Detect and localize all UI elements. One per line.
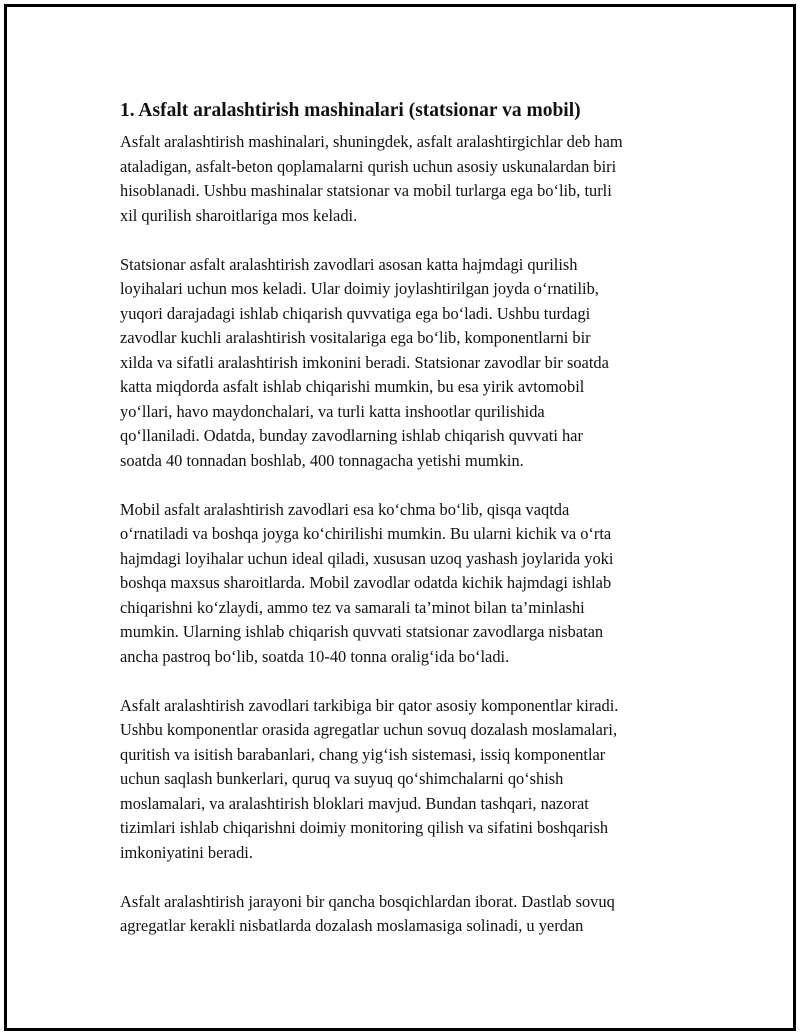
text-line: mumkin. Ularning ishlab chiqarish quvvati statsionar zavodlarga nisbatan [120, 622, 604, 641]
page-content [120, 97, 700, 963]
paragraph [120, 694, 700, 866]
text-line: quritish va isitish barabanlari, chang yig‘ish sistemasi, issiq komponentlar [120, 744, 606, 764]
paragraph-container [120, 130, 700, 939]
text-line: Mobil asfalt aralashtirish zavodlari esa ko‘chma bo‘lib, qisqa vaqtda [120, 499, 570, 519]
text-line: boshqa maxsus sharoitlarda. Mobil zavodlar odatda kichik hajmdagi ishlab [120, 573, 612, 592]
text-line: hisoblanadi. Ushbu mashinalar statsionar va mobil turlarga ega bo‘lib, turli [120, 181, 612, 200]
section-heading: 1. Asfalt aralashtirish mashinalari (statsionar va mobil) [120, 100, 581, 121]
text-line: Asfalt aralashtirish mashinalari, shuningdek, asfalt aralashtirgichlar deb ham [120, 132, 623, 151]
text-line: xilda va sifatli aralashtirish imkonini beradi. Statsionar zavodlar bir soatda [120, 352, 609, 372]
text-line: Asfalt aralashtirish jarayoni bir qancha bosqichlardan iborat. Dastlab sovuq [120, 891, 615, 911]
text-line: katta miqdorda asfalt ishlab chiqarishi mumkin, bu esa yirik avtomobil [120, 377, 585, 396]
text-line: uchun saqlash bunkerlari, quruq va suyuq qo‘shimchalarni qo‘shish [120, 769, 564, 788]
paragraph [120, 130, 700, 228]
text-line: agregatlar kerakli nisbatlarda dozalash moslamasiga solinadi, u yerdan [120, 916, 584, 935]
text-line: Statsionar asfalt aralashtirish zavodlari asosan katta hajmdagi qurilish [120, 254, 578, 274]
text-line: qo‘llaniladi. Odatda, bunday zavodlarning ishlab chiqarish quvvati har [120, 426, 583, 445]
paragraph [120, 890, 700, 939]
text-line: chiqarishni ko‘zlaydi, ammo tez va samarali ta’minot bilan ta’minlashi [120, 597, 585, 617]
text-line: ancha pastroq bo‘lib, soatda 10-40 tonna oralig‘ida bo‘ladi. [120, 646, 510, 666]
text-line: xil qurilish sharoitlariga mos keladi. [120, 205, 358, 225]
text-line: ataladigan, asfalt-beton qoplamalarni qurish uchun asosiy uskunalardan biri [120, 156, 617, 176]
text-line: o‘rnatiladi va boshqa joyga ko‘chirilishi mumkin. Bu ularni kichik va o‘rta [120, 524, 612, 543]
text-line: moslamalari, va aralashtirish bloklari mavjud. Bundan tashqari, nazorat [120, 793, 589, 813]
text-line: imkoniyatini beradi. [120, 842, 253, 862]
text-line: loyihalari uchun mos keladi. Ular doimiy joylashtirilgan joyda o‘rnatilib, [120, 279, 599, 298]
text-line: yuqori darajadagi ishlab chiqarish quvvatiga ega bo‘ladi. Ushbu turdagi [120, 303, 591, 323]
text-line: zavodlar kuchli aralashtirish vositalariga ega bo‘lib, komponentlarni bir [120, 328, 591, 347]
text-line: yo‘llari, havo maydonchalari, va turli katta inshootlar qurilishida [120, 401, 545, 421]
text-line: hajmdagi loyihalar uchun ideal qiladi, xususan uzoq yashash joylarida yoki [120, 548, 614, 568]
text-line: Asfalt aralashtirish zavodlari tarkibiga bir qator asosiy komponentlar kiradi. [120, 695, 619, 715]
paragraph [120, 498, 700, 670]
text-line: Ushbu komponentlar orasida agregatlar uchun sovuq dozalash moslamalari, [120, 720, 618, 739]
text-line: tizimlari ishlab chiqarishni doimiy monitoring qilish va sifatini boshqarish [120, 818, 609, 837]
text-line: soatda 40 tonnadan boshlab, 400 tonnagacha yetishi mumkin. [120, 450, 524, 470]
paragraph [120, 253, 700, 474]
page-frame [4, 4, 796, 1031]
